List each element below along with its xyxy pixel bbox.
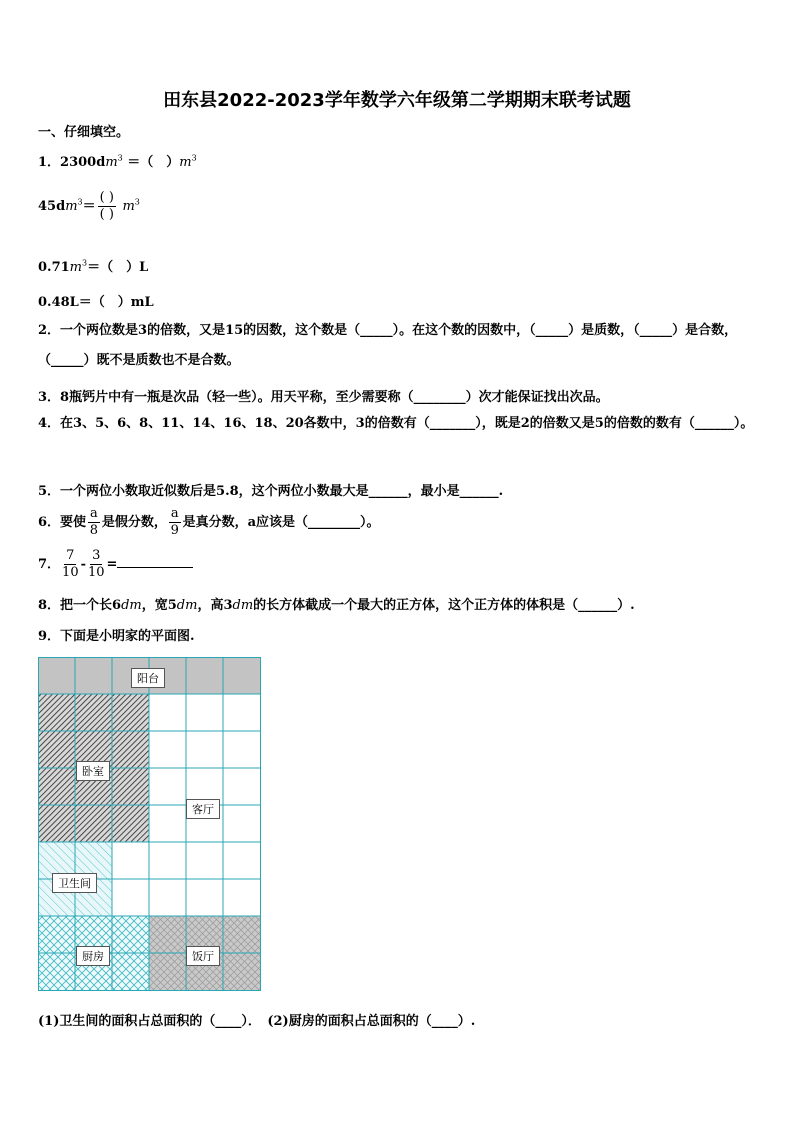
question-9-subparts: (1)卫生间的面积占总面积的（____）． (2)厨房的面积占总面积的（____）. bbox=[38, 1014, 476, 1029]
question-1a: 1．$2300dm^3$ ＝（ ）$m^3$ bbox=[38, 153, 197, 170]
fraction: $\frac{( )}{( )}$ bbox=[99, 190, 114, 222]
section-heading: 一、仔细填空。 bbox=[38, 125, 130, 140]
question-4: 4．在3、5、6、8、11、14、16、18、20各数中，3的倍数有（_______），既是2的倍数又是5的倍数的数有（______）。 bbox=[38, 416, 754, 431]
page-title: 田东县2022-2023学年数学六年级第二学期期末联考试题 bbox=[163, 90, 631, 111]
room-label-living: 客厅 bbox=[186, 799, 220, 819]
question-1c: $0.71m^3=$（ ）L bbox=[38, 258, 149, 275]
question-9: 9．下面是小明家的平面图. bbox=[38, 629, 195, 644]
room-label-bedroom: 卧室 bbox=[76, 761, 110, 781]
room-label-bathroom: 卫生间 bbox=[52, 873, 97, 893]
question-1d: 0.48L＝（ ）mL bbox=[38, 295, 154, 310]
question-7: 7． $\frac{7}{10}$ - $\frac{3}{10}$ = bbox=[38, 548, 193, 581]
room-label-kitchen: 厨房 bbox=[76, 946, 110, 966]
floor-plan bbox=[38, 657, 261, 991]
question-3: 3．8瓶钙片中有一瓶是次品（轻一些）。用天平称，至少需要称（________）次才能保证找出次品。 bbox=[38, 390, 609, 405]
question-1b: $45dm^3=$ $\frac{( )}{( )}$ $m^3$ bbox=[38, 190, 140, 222]
room-label-balcony: 阳台 bbox=[131, 668, 165, 688]
question-6: 6．要使 $\frac{a}{8}$ 是假分数， $\frac{a}{9}$ 是真分数，a应该是（________）。 bbox=[38, 506, 380, 538]
question-2: 2．一个两位数是3的倍数，又是15的因数，这个数是（_____）。在这个数的因数中，（_____）是质数，（_____）是合数，（_____）既不是质数也不是合数。 bbox=[38, 323, 738, 368]
question-5: 5．一个两位小数取近似数后是5.8，这个两位小数最大是______，最小是______. bbox=[38, 484, 504, 499]
room-label-dining: 饭厅 bbox=[186, 946, 220, 966]
question-8: 8．把一个长6dm，宽5dm，高3dm的长方体截成一个最大的正方体，这个正方体的体积是（______）. bbox=[38, 598, 635, 613]
